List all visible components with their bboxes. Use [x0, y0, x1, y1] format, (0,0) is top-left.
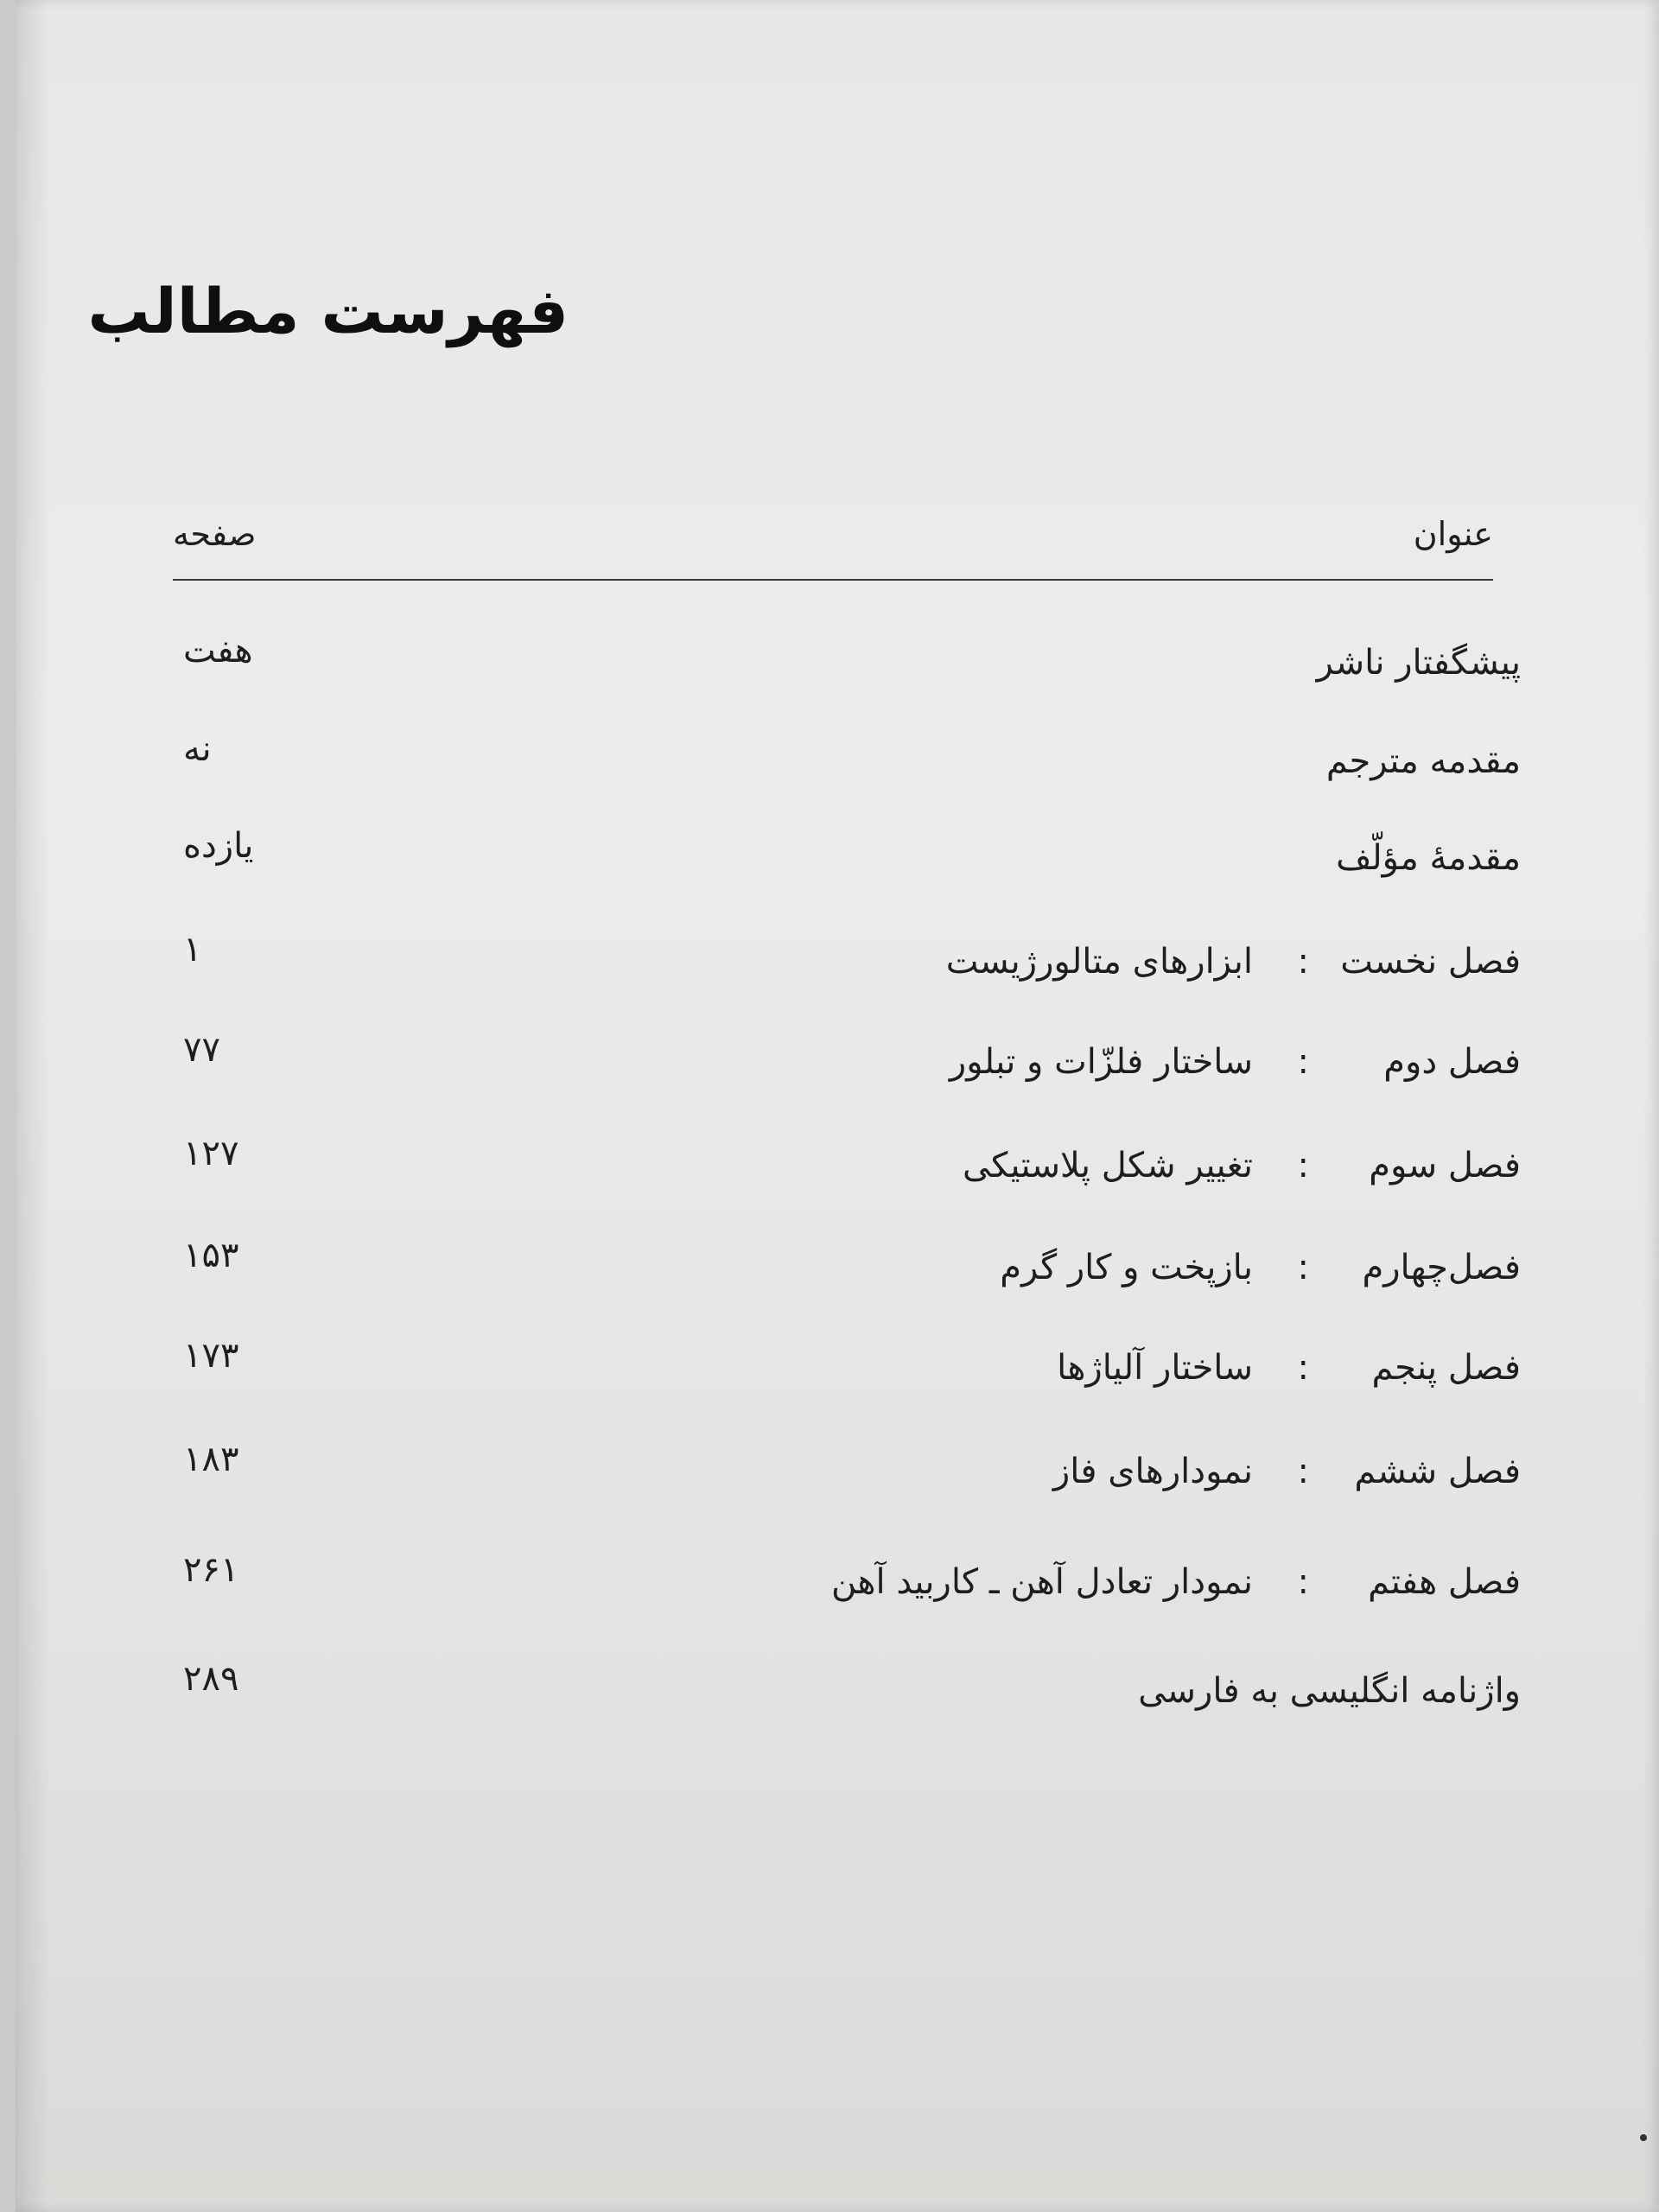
toc-chapter-3	[173, 1134, 1521, 1206]
column-page-heading: صفحه	[173, 515, 257, 553]
toc-entry-label: واژنامه انگلیسی به فارسی	[1138, 1671, 1521, 1711]
toc-entry-label: مقدمهٔ مؤلّف	[1336, 838, 1521, 878]
chapter-title: تغییر شکل پلاستیکی	[962, 1146, 1253, 1185]
toc-entry-author-intro	[173, 826, 1521, 899]
chapter-page: ۷۷	[183, 1030, 220, 1070]
toc-chapter-5	[173, 1336, 1521, 1408]
toc-entry-label: پیشگفتار ناشر	[1316, 643, 1521, 683]
toc-entry-translator-intro	[173, 729, 1521, 802]
chapter-number: فصل پنجم	[1371, 1348, 1521, 1388]
chapter-number: فصل‌چهارم	[1362, 1248, 1521, 1287]
toc-chapter-6	[173, 1440, 1521, 1512]
page-title: فهرست مطالب	[87, 275, 569, 347]
chapter-separator: :	[1297, 1146, 1309, 1185]
toc-entry-page: یازده	[183, 826, 254, 866]
chapter-separator: :	[1297, 1042, 1309, 1082]
toc-chapter-1	[173, 930, 1521, 1002]
chapter-separator: :	[1297, 1562, 1309, 1602]
chapter-page: ۱۸۳	[183, 1440, 239, 1479]
book-page	[16, 0, 1659, 2212]
chapter-separator: :	[1297, 1452, 1309, 1491]
chapter-separator: :	[1297, 1248, 1309, 1287]
toc-header	[173, 515, 1493, 567]
chapter-title: ساختار فلزّات و تبلور	[949, 1042, 1253, 1082]
chapter-number: فصل ششم	[1354, 1452, 1521, 1491]
chapter-number: فصل نخست	[1340, 942, 1521, 982]
chapter-title: بازپخت و کار گرم	[1000, 1248, 1253, 1287]
chapter-title: نمودارهای فاز	[1052, 1452, 1253, 1491]
toc-entry-page: ۲۸۹	[183, 1659, 239, 1699]
chapter-page: ۱۷۳	[183, 1336, 239, 1376]
toc-chapter-4	[173, 1236, 1521, 1308]
header-divider	[173, 579, 1493, 581]
toc-chapter-2	[173, 1030, 1521, 1103]
chapter-page: ۱۲۷	[183, 1134, 239, 1173]
chapter-page: ۱۵۳	[183, 1236, 239, 1275]
chapter-number: فصل هفتم	[1368, 1562, 1521, 1602]
page-speck	[1640, 2134, 1647, 2141]
toc-entry-publisher-preface	[173, 631, 1521, 703]
chapter-number: فصل دوم	[1383, 1042, 1521, 1082]
toc-entry-label: مقدمه مترجم	[1325, 741, 1521, 781]
chapter-separator: :	[1297, 942, 1309, 982]
chapter-number: فصل سوم	[1369, 1146, 1521, 1185]
chapter-title: ابزارهای متالورژیست	[945, 942, 1253, 982]
toc-entry-glossary	[173, 1659, 1521, 1732]
chapter-title: ساختار آلیاژها	[1057, 1348, 1253, 1388]
chapter-page: ۱	[183, 930, 202, 969]
toc-chapter-7	[173, 1550, 1521, 1623]
chapter-separator: :	[1297, 1348, 1309, 1388]
column-title-heading: عنوان	[1413, 515, 1493, 553]
toc-entry-page: هفت	[183, 631, 253, 671]
toc-entry-page: نه	[183, 729, 212, 769]
chapter-page: ۲۶۱	[183, 1550, 239, 1590]
chapter-title: نمودار تعادل آهن ـ کاربید آهن	[830, 1562, 1253, 1602]
